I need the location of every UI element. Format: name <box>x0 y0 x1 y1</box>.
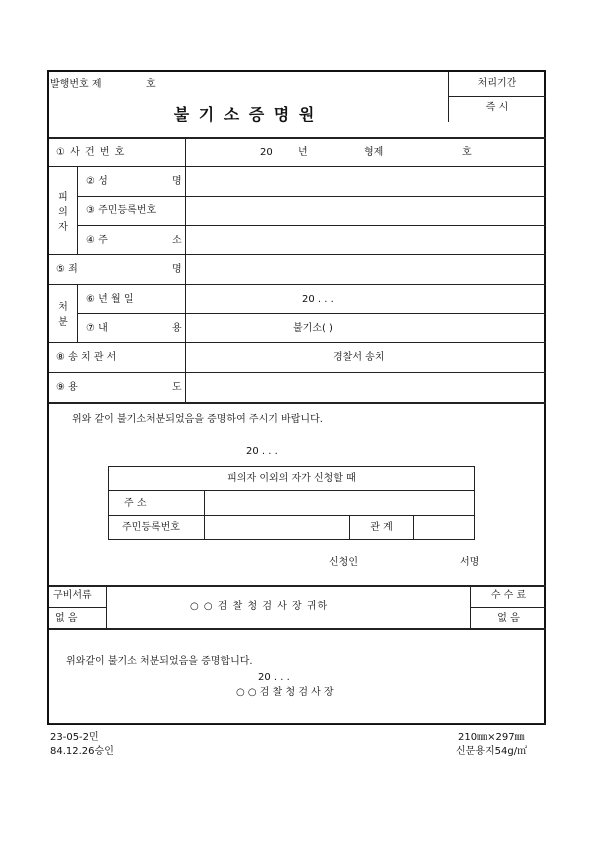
police-office-label: ⑧ 송 치 관 서 <box>56 352 117 363</box>
request-statement: 위와 같이 불기소처분되었음을 증명하여 주시기 바랍니다. <box>72 414 323 425</box>
proxy-address-value[interactable] <box>205 491 475 515</box>
row-line <box>49 284 546 285</box>
header-bottom-line <box>49 137 546 139</box>
use-label-b: 도 <box>172 382 182 393</box>
disposal-date-value: 20 . . . <box>302 294 334 305</box>
required-docs-value: 없 음 <box>55 613 78 624</box>
required-docs-label: 구비서류 <box>53 590 92 601</box>
frame-inner-line <box>50 723 546 724</box>
fee-value: 없 음 <box>497 613 520 624</box>
rrn-value[interactable] <box>186 197 546 225</box>
page-title: 불 기 소 증 명 원 <box>173 105 317 124</box>
footer-bottom-line <box>49 628 546 630</box>
certify-statement: 위와같이 불기소 처분되었음을 증명합니다. <box>66 656 253 667</box>
rrn-label: ③ 주민등록번호 <box>86 205 157 216</box>
paper-size: 210㎜×297㎜ <box>458 732 525 743</box>
case-number-label: ① 사 건 번 호 <box>56 147 126 158</box>
signature-label: 서명 <box>460 557 480 568</box>
group-line-disposal <box>77 284 78 342</box>
address-value[interactable] <box>186 226 546 254</box>
form-number: 23-05-2민 <box>50 732 99 743</box>
name-label-b: 명 <box>172 176 182 187</box>
row-line <box>49 402 546 404</box>
addressee: ○ ○ 검 찰 청 검 사 장 귀하 <box>190 601 329 612</box>
disposal-date-label: ⑥ 년 월 일 <box>86 294 134 305</box>
processing-divider <box>448 96 546 97</box>
proxy-rrn-value[interactable] <box>205 516 349 540</box>
paper-type: 신문용지54g/㎡ <box>456 746 528 757</box>
certify-signer: ○ ○ 검 찰 청 검 사 장 <box>236 687 334 698</box>
docs-col-line <box>106 585 107 629</box>
issue-number-suffix: 호 <box>146 79 156 90</box>
proxy-address-label: 주 소 <box>124 498 147 509</box>
case-number-nyeon: 년 <box>298 147 308 158</box>
case-number-ho: 호 <box>462 147 472 158</box>
disposal-content-label-a: ⑦ 내 <box>86 323 108 334</box>
address-label-a: ④ 주 <box>86 235 108 246</box>
address-label-b: 소 <box>172 235 182 246</box>
crime-value[interactable] <box>186 255 546 284</box>
suspect-group-label: 피 의 자 <box>58 192 68 233</box>
proxy-title: 피의자 이외의 자가 신청할 때 <box>227 473 356 484</box>
proxy-relation-label: 관 계 <box>370 522 393 533</box>
crime-label-a: ⑤ 죄 <box>56 264 78 275</box>
certify-date: 20 . . . <box>258 672 290 683</box>
processing-period-label: 처리기간 <box>477 78 517 89</box>
use-label-a: ⑨ 용 <box>56 382 78 393</box>
applicant-label: 신청인 <box>329 557 358 568</box>
case-number-year: 20 <box>260 147 273 158</box>
proxy-rrn-label: 주민등록번호 <box>122 522 180 533</box>
issue-number-label: 발행번호 제 <box>50 79 102 90</box>
disposal-group-label: 처 분 <box>58 302 68 328</box>
row-line <box>77 313 546 314</box>
crime-label-b: 명 <box>172 264 182 275</box>
use-value[interactable] <box>186 373 546 402</box>
police-office-value: 경찰서 송치 <box>333 352 385 363</box>
disposal-content-value: 불기소( ) <box>293 323 333 334</box>
approval-date: 84.12.26승인 <box>50 746 114 757</box>
processing-period-value: 즉 시 <box>485 102 509 113</box>
name-label-a: ② 성 <box>86 176 108 187</box>
case-number-type: 형제 <box>364 147 384 158</box>
disposal-content-label-b: 용 <box>172 323 182 334</box>
group-line-suspect <box>77 166 78 254</box>
footer-top-line <box>49 585 546 587</box>
request-date: 20 . . . <box>246 446 278 457</box>
row-line <box>49 342 546 343</box>
fee-label: 수 수 료 <box>490 590 527 601</box>
docs-divider <box>49 607 106 608</box>
name-value[interactable] <box>186 167 546 196</box>
proxy-relation-value[interactable] <box>414 516 475 540</box>
fee-divider <box>470 607 546 608</box>
